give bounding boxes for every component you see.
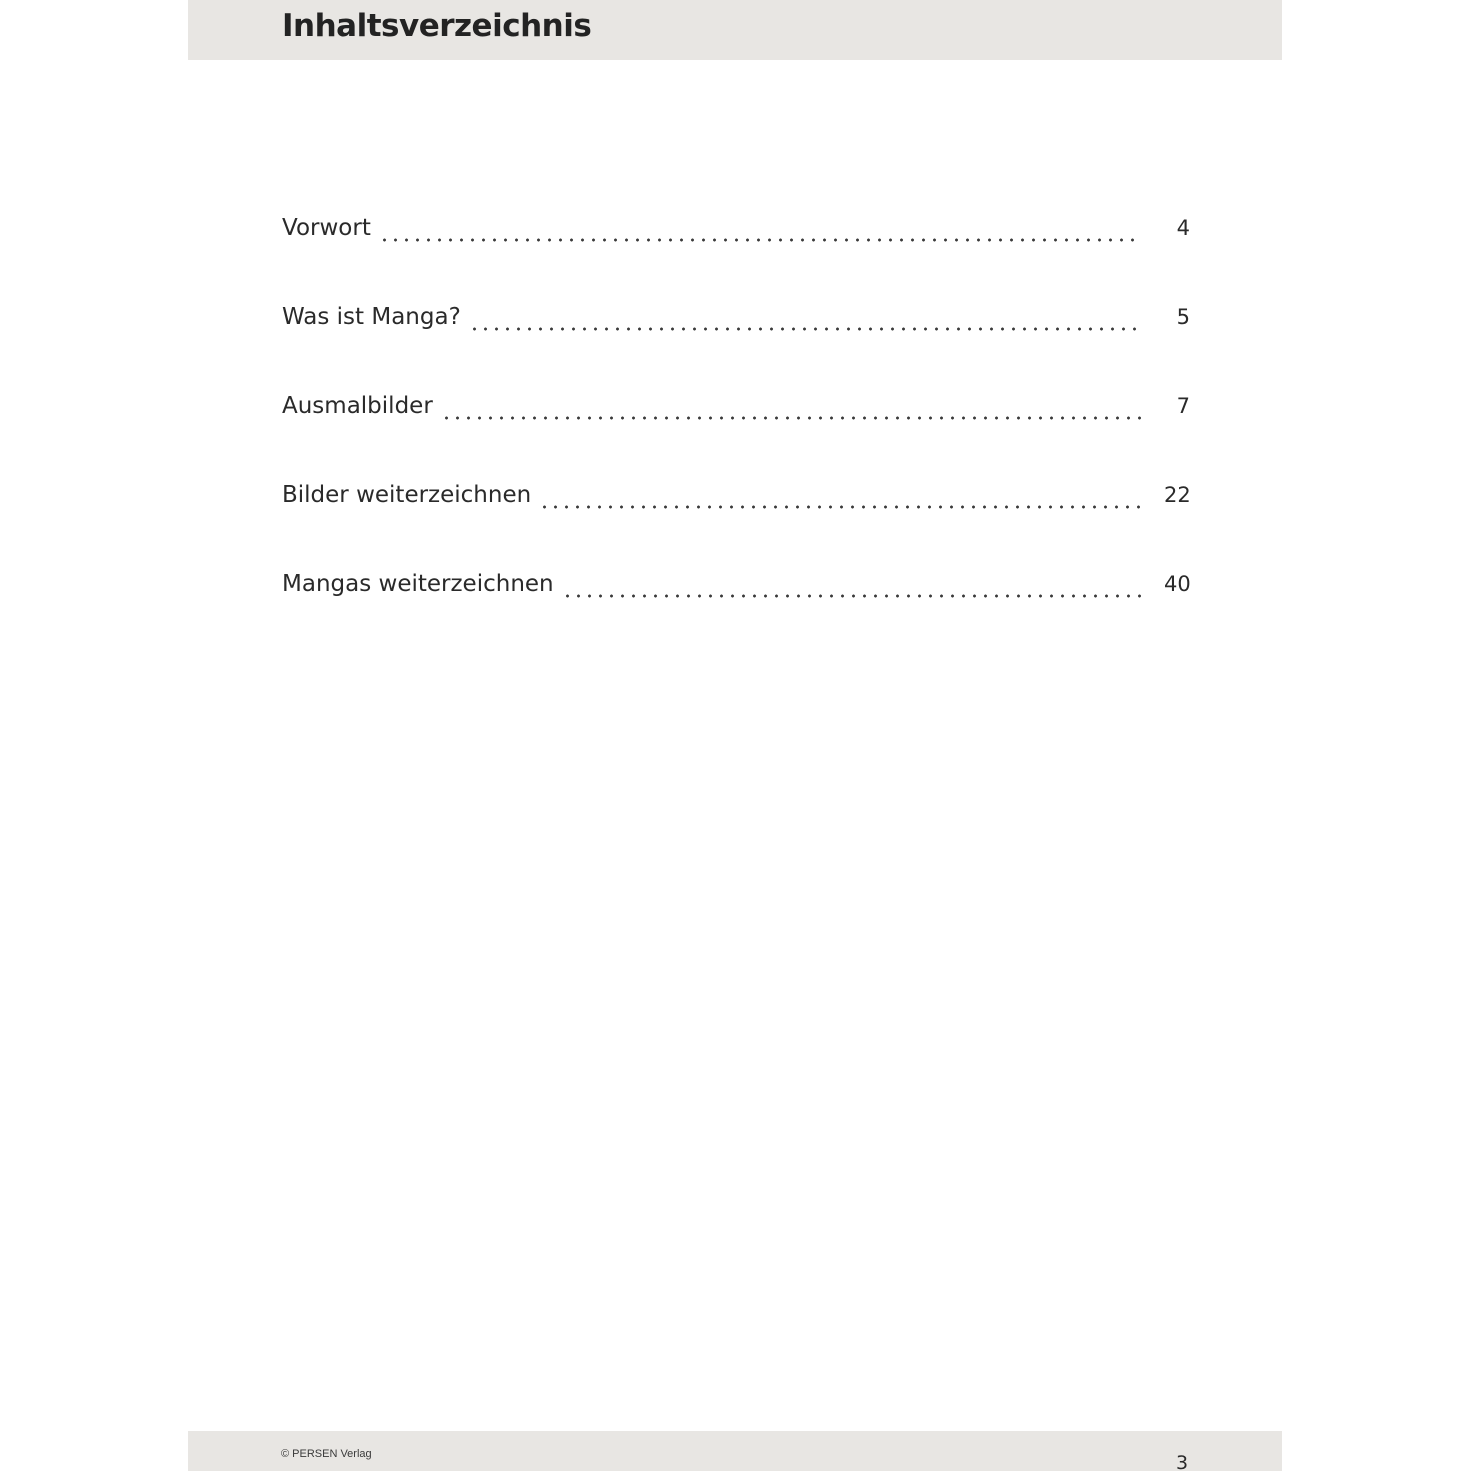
- toc-entry-label: Mangas weiterzeichnen: [282, 571, 554, 597]
- header-band: [188, 0, 1282, 60]
- toc-entry-label: Bilder weiterzeichnen: [282, 482, 532, 508]
- dot-leader: [469, 295, 1142, 339]
- footer-band: [188, 1431, 1282, 1471]
- dot-leader: [441, 384, 1142, 428]
- toc-entry-mangas-weiterzeichnen[interactable]: [282, 562, 1190, 651]
- toc-entry-page: 5: [1176, 305, 1190, 329]
- toc-entry-page: 22: [1164, 483, 1191, 507]
- page-number: 3: [1176, 1452, 1189, 1471]
- toc-entry-vorwort[interactable]: [282, 206, 1190, 295]
- toc-entry-bilder-weiterzeichnen[interactable]: [282, 473, 1190, 562]
- toc-entry-page: 4: [1176, 216, 1190, 240]
- copyright-notice: © PERSEN Verlag: [281, 1448, 372, 1460]
- dot-leader: [379, 206, 1142, 250]
- toc-entry-label: Was ist Manga?: [282, 304, 461, 330]
- page-title: Inhaltsverzeichnis: [282, 8, 592, 44]
- toc-entry-page: 40: [1164, 572, 1191, 596]
- dot-leader: [539, 473, 1142, 517]
- toc-entry-label: Vorwort: [282, 215, 371, 241]
- toc-entry-was-ist-manga[interactable]: [282, 295, 1190, 384]
- toc-entry-page: 7: [1176, 394, 1190, 418]
- table-of-contents: [282, 206, 1190, 651]
- dot-leader: [562, 562, 1142, 606]
- toc-entry-label: Ausmalbilder: [282, 393, 433, 419]
- toc-entry-ausmalbilder[interactable]: [282, 384, 1190, 473]
